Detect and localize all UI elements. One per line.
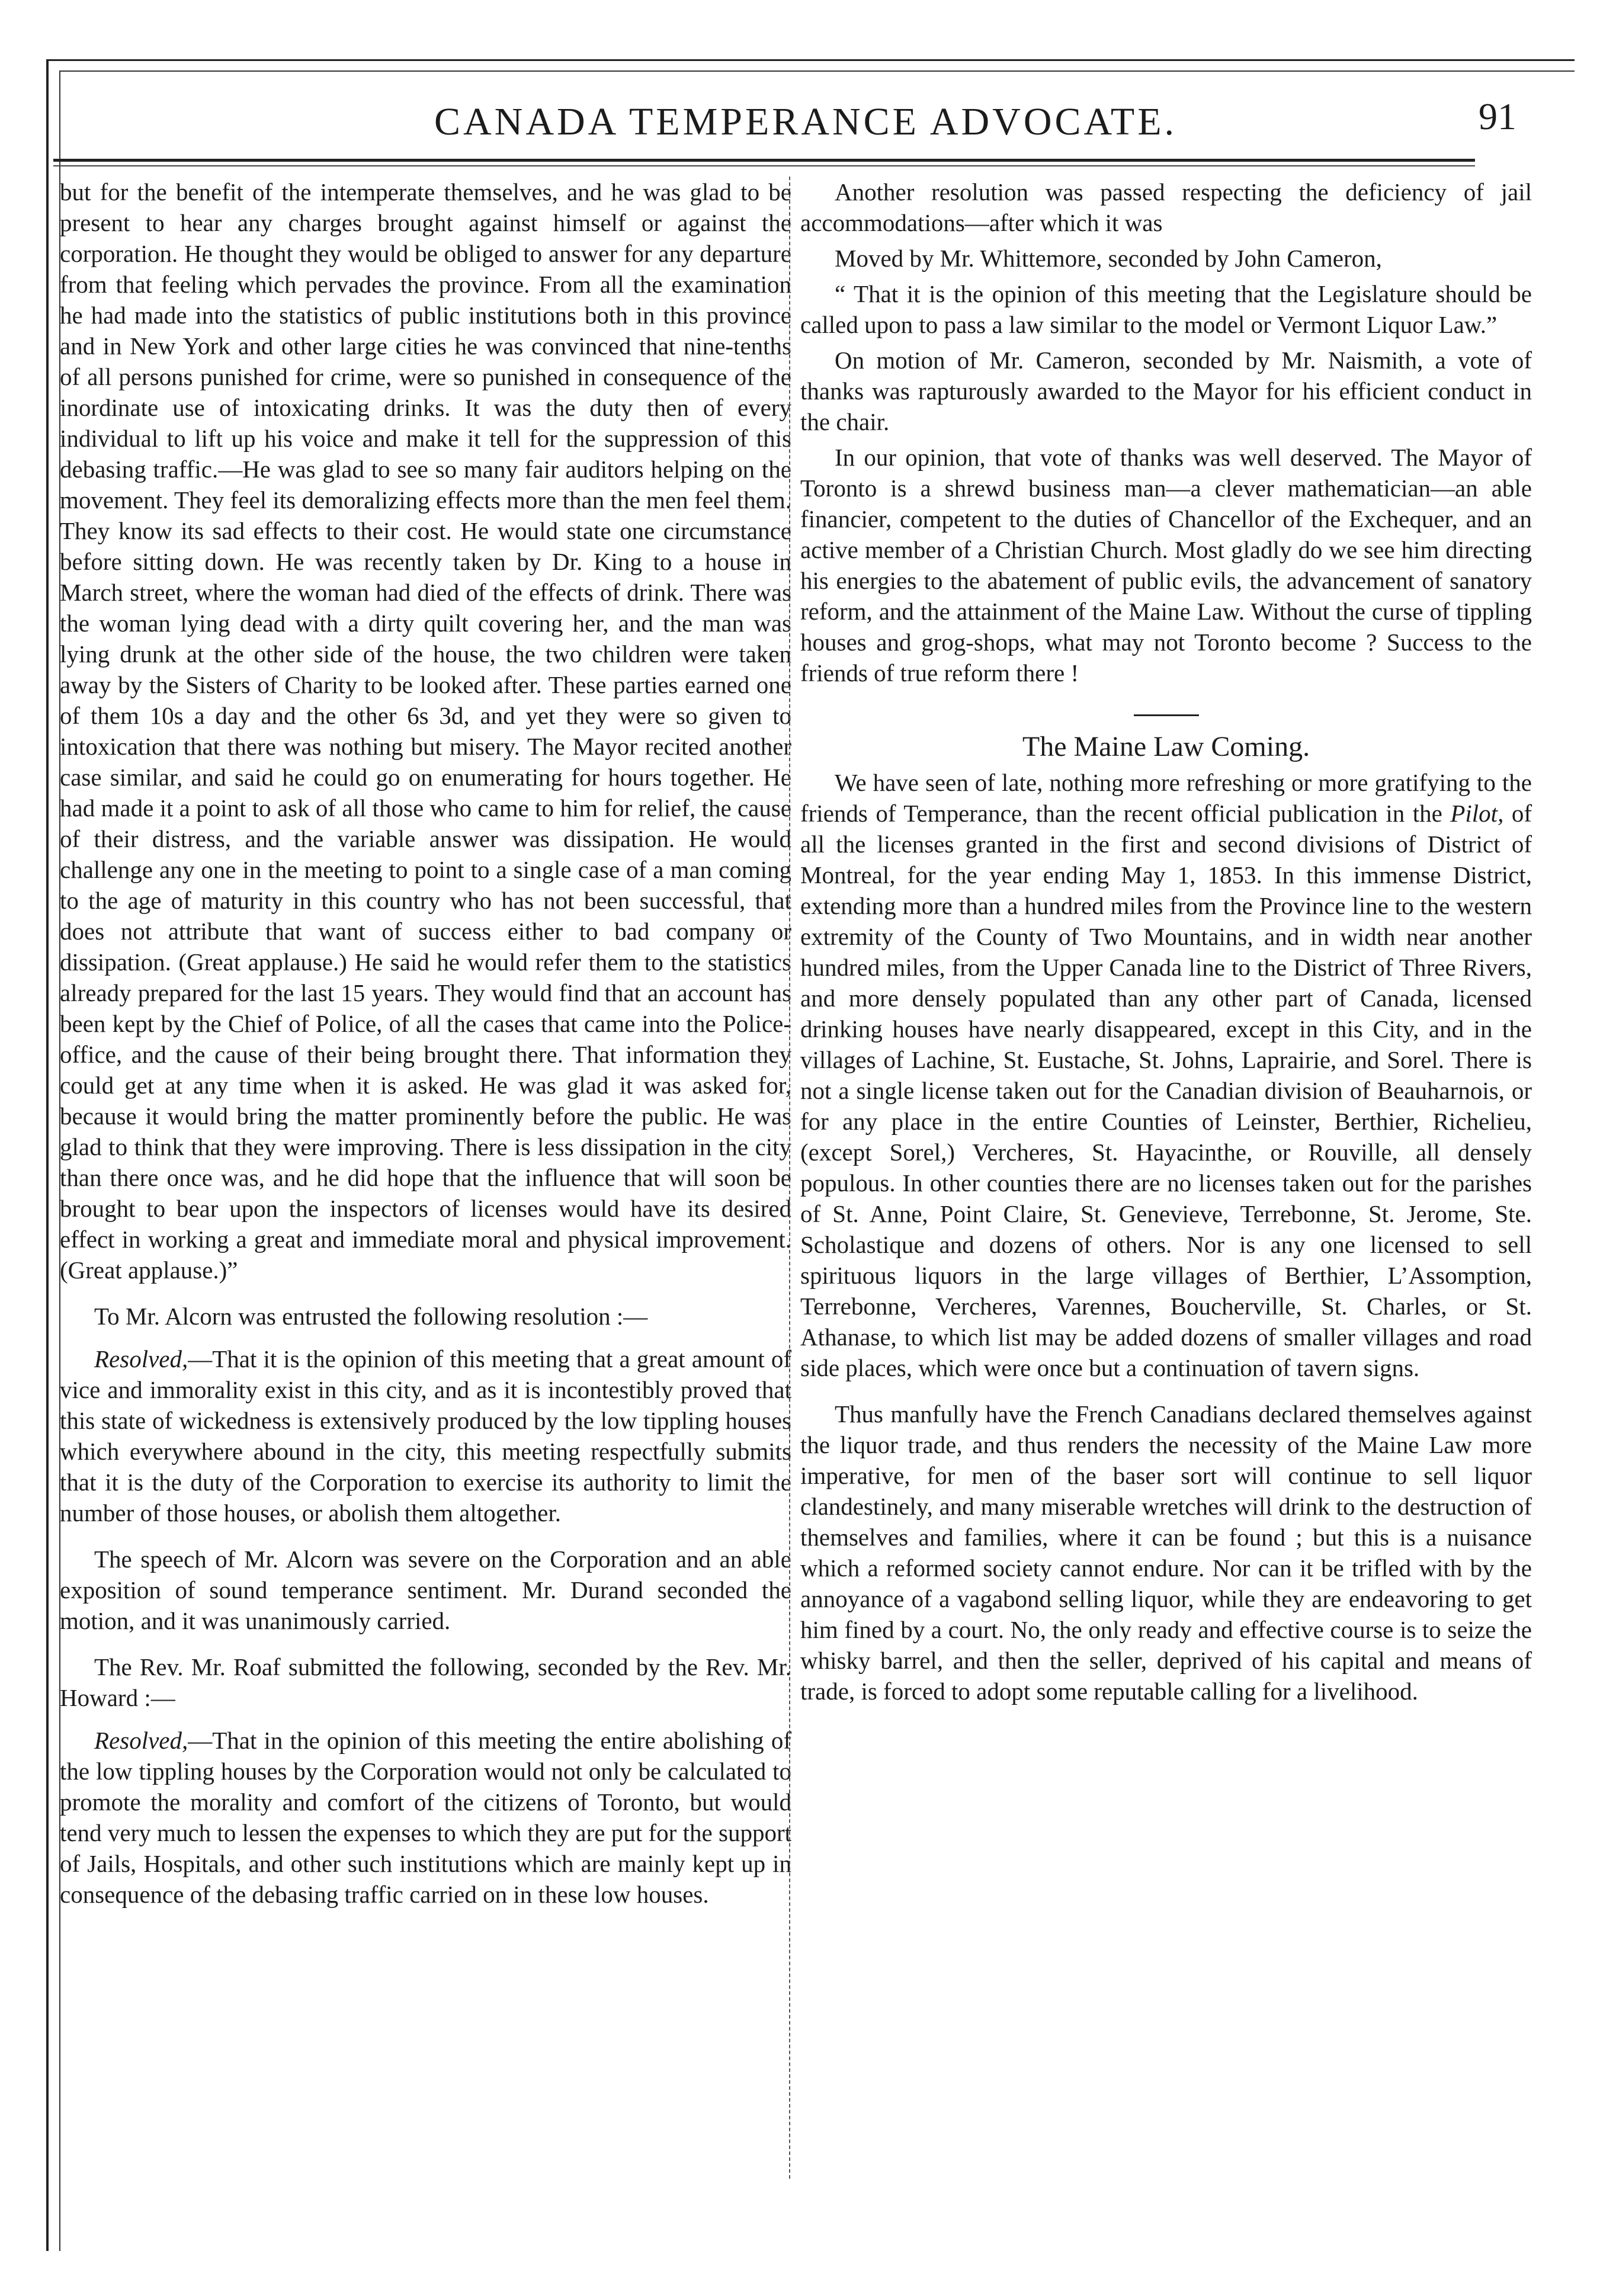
left-paragraph-alcorn-intro: To Mr. Alcorn was entrusted the following resolution :—: [94, 1303, 648, 1330]
right-paragraph-vote-of-thanks: On motion of Mr. Cameron, seconded by Mr. Naismith, a vote of thanks was rapturously awarded to the Mayor for his efficient conduct in the chair.: [800, 347, 1532, 435]
licenses-text-part-1: We have seen of late, nothing more refreshing or more gratifying to the friends of Temperance, than the recent official publication in the: [800, 769, 1532, 827]
resolution-label: Resolved,: [94, 1727, 188, 1754]
newspaper-name: Pilot,: [1450, 800, 1504, 827]
resolution-label: Resolved,: [94, 1345, 188, 1373]
right-paragraph-opinion: In our opinion, that vote of thanks was well deserved. The Mayor of Toronto is a shrewd business man—a clever mathematician—an able financier, competent to the duties of Chancellor of the Exchequer, and an active member of a Christian Church. Most gladly do we see him directing his energies to the abatement of public evils, the advancement of sanatory reform, and the attainment of the Maine Law. Without the curse of tippling houses and grog-shops, what may not Toronto become ? Success to the friends of true reform there !: [800, 444, 1532, 687]
left-paragraph-alcorn-speech: The speech of Mr. Alcorn was severe on the Corporation and an able exposition of sound temperance sentiment. Mr. Durand seconded the motion, and it was unanimously carried.: [60, 1545, 791, 1634]
right-paragraph-licenses: [800, 767, 1532, 1383]
section-heading: The Maine Law Coming.: [1022, 731, 1310, 762]
right-paragraph-french-canadians: Thus manfully have the French Canadians declared themselves against the liquor trade, and thus renders the necessity of the Maine Law more imperative, for men of the baser sort will continue to sell liquor clandestinely, and many miserable wretches will drink to the destruction of themselves and families, where it can be found ; but this is a nuisance which a reformed society cannot endure. Nor can it be trifled with by the annoyance of a vagabond selling liquor, while they are endeavoring to get him fined by a court. No, the only ready and effective course is to seize the whisky barrel, and then the seller, deprived of his capital and means of trade, is forced to adopt some reputable calling for a livelihood.: [800, 1400, 1532, 1705]
left-paragraph-roaf-intro: The Rev. Mr. Roaf submitted the following, seconded by the Rev. Mr. Howard :—: [60, 1653, 791, 1711]
right-paragraph-moved-by: Moved by Mr. Whittemore, seconded by John Cameron,: [835, 245, 1382, 272]
right-paragraph-resolution-deficiency: Another resolution was passed respecting the deficiency of jail accommodations—after which it was: [800, 178, 1532, 236]
section-rule: [1134, 714, 1199, 716]
right-paragraph-legislature-quote: “ That it is the opinion of this meeting that the Legislature should be called upon to pass a law similar to the model or Vermont Liquor Law.”: [800, 280, 1532, 338]
left-column: [60, 177, 791, 1910]
resolution-text: —That in the opinion of this meeting the entire abolishing of the low tippling houses by the Corporation would not only be calculated to promote the morality and comfort of the citizens of Toronto, but would tend very much to lessen the expenses to which they are put for the support of Jails, Hospitals, and other such institutions which are mainly kept up in consequence of the debasing traffic carried on in these low houses.: [60, 1727, 791, 1908]
right-column: [800, 177, 1532, 1707]
left-resolution-alcorn: [60, 1343, 791, 1528]
column-divider: [789, 177, 790, 2179]
article-body: [46, 59, 1575, 2251]
left-resolution-roaf: [60, 1725, 791, 1910]
resolution-text: —That it is the opinion of this meeting that a great amount of vice and immorality exist in this city, and as it is incontestibly proved that this state of wickedness is extensively produced by the low tippling houses which everywhere abound in the city, this meeting respectfully submits that it is the duty of the Corporation to exercise its authority to limit the number of those houses, or abolish them altogether.: [60, 1345, 791, 1527]
page-number: 91: [1479, 95, 1516, 137]
left-paragraph-speech: but for the benefit of the intemperate themselves, and he was glad to be present to hear any charges brought against himself or against the corporation. He thought they would be obliged to answer for any departure from that feeling which pervades the province. From all the examination he had made into the statistics of public institutions both in this province and in New York and other large cities he was convinced that nine-tenths of all persons punished for crime, were so punished in consequence of the inordinate use of intoxicating drinks. It was the duty then of every individual to lift up his voice and make it tell for the suppression of this debasing traffic.—He was glad to see so many fair auditors helping on the movement. They feel its demoralizing effects more than the men feel them. They know its sad effects to their cost. He would state one circumstance before sitting down. He was recently taken by Dr. King to a house in March street, where the woman had died of the effects of drink. There was the woman lying dead with a dirty quilt covering her, and the man was lying drunk at the other side of the house, the two children were taken away by the Sisters of Charity to be looked after. These parties earned one of them 10s a day and the other 6s 3d, and yet they were so given to intoxication that there was nothing but misery. The Mayor recited another case similar, and said he could go on enumerating for hours together. He had made it a point to ask of all those who came to him for relief, the cause of their distress, and the variable answer was dissipation. He would challenge any one in the meeting to point to a single case of a man coming to the age of maturity in this country who has not been successful, that does not attribute that want of success either to bad company or dissipation. (Great applause.) He said he would refer them to the statistics already prepared for the last 15 years. They would find that an account has been kept by the Chief of Police, of all the cases that came into the Police-office, and the cause of their being brought there. That information they could get at any time when it is asked. He was glad it was asked for, because it would bring the matter prominently before the public. He was glad to think that they were improving. There is less dissipation in the city than there once was, and he did hope that the influence that will soon be brought to bear upon the inspectors of licenses would have its desired effect in working a great and immediate moral and physical improvement. (Great applause.)”: [60, 178, 791, 1284]
publication-title: CANADA TEMPERANCE ADVOCATE.: [434, 100, 1178, 143]
licenses-text-part-2: of all the licenses granted in the first and second divisions of District of Montreal, for the year ending May 1, 1853. In this immense District, extending more than a hundred miles from the Province line to the western extremity of the County of Two Mountains, and in width near another hundred miles, from the Upper Canada line to the District of Three Rivers, and more densely populated than any other part of Canada, licensed drinking houses have nearly disappeared, except in this City, and in the villages of Lachine, St. Eustache, St. Johns, Laprairie, and Sorel. There is not a single license taken out for the Canadian division of Beauharnois, or for any place in the entire Counties of Leinster, Berthier, Richelieu, (except Sorel,) Vercheres, St. Hayacinthe, or Rouville, all densely populous. In other counties there are no licenses taken out for the parishes of St. Anne, Point Claire, St. Genevieve, Terrebonne, St. Jerome, Ste. Scholastique and dozens of others. Nor is any one licensed to sell spirituous liquors in the large villages of Berthier, L’Assomption, Terrebonne, Vercheres, Varennes, Boucherville, St. Charles, or St. Athanase, to which list may be added dozens of smaller villages and road side places, which were once but a continuation of tavern signs.: [800, 800, 1532, 1381]
